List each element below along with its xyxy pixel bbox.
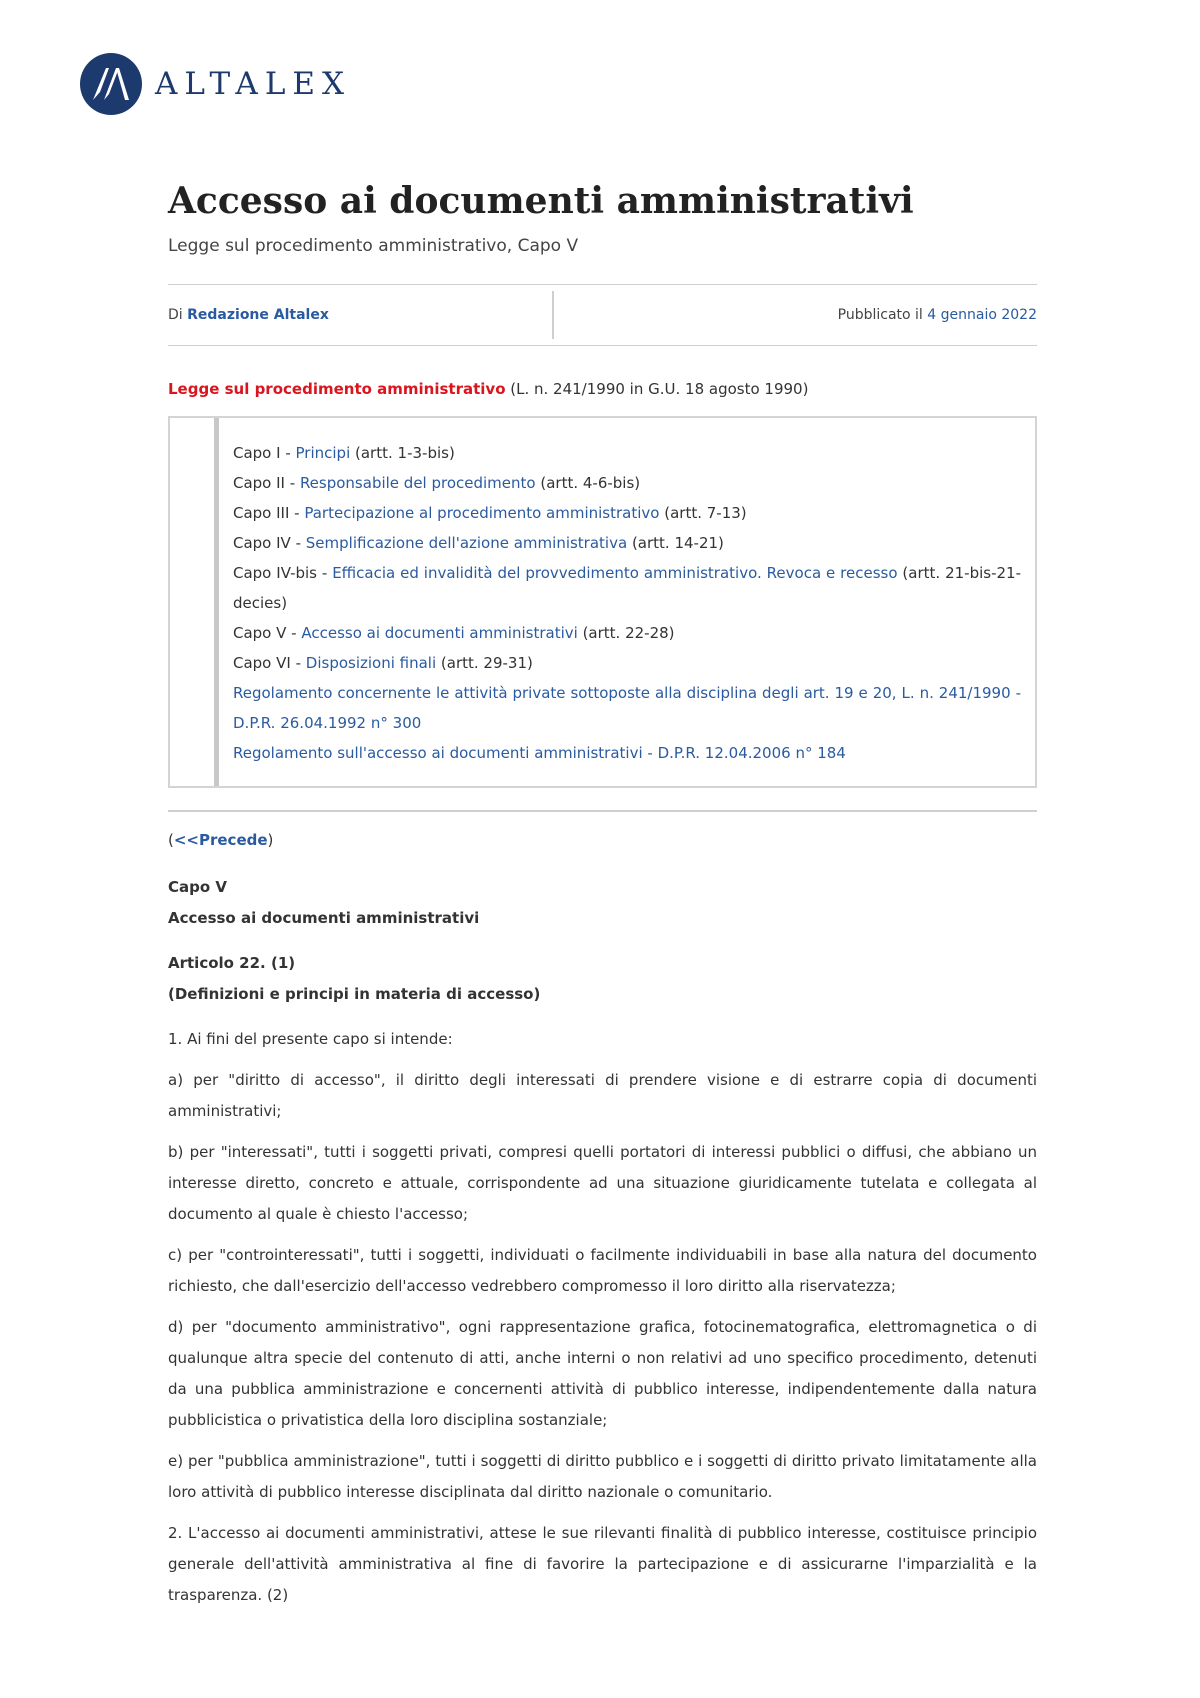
toc-item-suffix: (artt. 22-28) bbox=[577, 624, 675, 642]
article-title: (Definizioni e principi in materia di accesso) bbox=[168, 985, 541, 1003]
toc-item-link[interactable]: Responsabile del procedimento bbox=[299, 474, 536, 492]
toc-item-link[interactable]: Principi bbox=[295, 444, 351, 462]
toc-item bbox=[233, 738, 1021, 768]
toc-item-link[interactable]: Efficacia ed invalidità del provvedimento amministrativo. Revoca e recesso bbox=[332, 564, 898, 582]
prev-close-paren: ) bbox=[267, 831, 274, 849]
toc-item-prefix: Capo IV - bbox=[233, 534, 306, 552]
toc-item-suffix: (artt. 29-31) bbox=[436, 654, 533, 672]
previous-nav bbox=[168, 828, 1037, 852]
author-prefix: Di bbox=[168, 307, 183, 323]
toc-item-suffix: (artt. 21-bis-21-decies) bbox=[233, 564, 1021, 612]
toc-item bbox=[233, 558, 1021, 618]
prev-open-paren: ( bbox=[168, 831, 174, 849]
capo-label: Capo V bbox=[168, 878, 228, 896]
toc-item-prefix: Capo VI - bbox=[233, 654, 306, 672]
publish-date-block bbox=[838, 307, 1037, 323]
toc-item-link[interactable]: Regolamento sull'accesso ai documenti amministrativi - D.P.R. 12.04.2006 n° 184 bbox=[233, 744, 846, 762]
byline bbox=[168, 284, 1037, 346]
toc-item bbox=[233, 618, 1021, 648]
toc-item-suffix: (artt. 1-3-bis) bbox=[350, 444, 455, 462]
brand-name: ALTALEX bbox=[155, 65, 352, 102]
toc-item-link[interactable]: Semplificazione dell'azione amministrativa bbox=[305, 534, 628, 552]
toc-item-prefix: Capo IV-bis - bbox=[233, 564, 333, 582]
toc-item-prefix: Capo II - bbox=[233, 474, 300, 492]
article-paragraph: d) per "documento amministrativo", ogni rappresentazione grafica, fotocinematografica, elettromagnetica o di qualunque altra specie del contenuto di atti, anche interni o non relativi ad uno specifico procedimento, detenuti da una pubblica amministrazione e concernenti attività di pubblico interesse, indipendentemente dalla natura pubblicistica o privatistica della loro disciplina sostanziale; bbox=[168, 1318, 1037, 1429]
toc-item bbox=[233, 468, 1021, 498]
previous-link[interactable]: <<Precede bbox=[173, 831, 268, 849]
page-title: Accesso ai documenti amministrativi bbox=[168, 180, 914, 222]
byline-divider bbox=[552, 291, 554, 339]
toc-quote-bar bbox=[214, 418, 219, 786]
article-paragraph: 2. L'accesso ai documenti amministrativi, attese le sue rilevanti finalità di pubblico interesse, costituisce principio generale dell'attività amministrativa al fine di favorire la partecipazione e di assicurarne l'imparzialità e la trasparenza. (2) bbox=[168, 1524, 1037, 1604]
altalex-logo-icon bbox=[79, 52, 143, 116]
article-paragraph: b) per "interessati", tutti i soggetti privati, compresi quelli portatori di interessi pubblici o diffusi, che abbiano un interesse diretto, concreto e attuale, corrispondente ad una situazione giuridicamente tutelata e collegata al documento al quale è chiesto l'accesso; bbox=[168, 1143, 1037, 1223]
toc-item-prefix: Capo V - bbox=[233, 624, 302, 642]
article-paragraphs bbox=[168, 1024, 1037, 1611]
author-link[interactable]: Redazione Altalex bbox=[187, 307, 329, 323]
toc-item bbox=[233, 528, 1021, 558]
toc-item-suffix: (artt. 14-21) bbox=[627, 534, 724, 552]
toc-item-link[interactable]: Partecipazione al procedimento amministrativo bbox=[304, 504, 660, 522]
toc-item-link[interactable]: Accesso ai documenti amministrativi bbox=[301, 624, 578, 642]
article-content bbox=[168, 178, 1037, 1621]
law-link[interactable]: Legge sul procedimento amministrativo bbox=[168, 380, 506, 398]
toc-item bbox=[233, 678, 1021, 738]
published-label: Pubblicato il bbox=[837, 307, 923, 323]
toc-item bbox=[233, 438, 1021, 468]
article-paragraph: a) per "diritto di accesso", il diritto degli interessati di prendere visione e di estrarre copia di documenti amministrativi; bbox=[168, 1071, 1037, 1120]
toc-item-suffix: (artt. 7-13) bbox=[659, 504, 747, 522]
author-block bbox=[168, 307, 329, 323]
page-subtitle: Legge sul procedimento amministrativo, Capo V bbox=[168, 236, 579, 256]
article-label: Articolo 22. (1) bbox=[168, 954, 296, 972]
article-paragraph: e) per "pubblica amministrazione", tutti i soggetti di diritto pubblico e i soggetti di diritto privato limitatamente alla loro attività di pubblico interesse disciplinata dal diritto nazionale o comunitario. bbox=[168, 1452, 1037, 1501]
toc-item-prefix: Capo I - bbox=[233, 444, 296, 462]
toc-item-link[interactable]: Regolamento concernente le attività private sottoposte alla disciplina degli art. 19 e 20, L. n. 241/1990 - D.P.R. 26.04.1992 n° 300 bbox=[233, 684, 1021, 732]
law-reference bbox=[168, 378, 1037, 400]
divider bbox=[168, 810, 1037, 812]
published-date: 4 gennaio 2022 bbox=[927, 307, 1037, 323]
toc-item-link[interactable]: Disposizioni finali bbox=[305, 654, 437, 672]
toc-item bbox=[233, 648, 1021, 678]
table-of-contents bbox=[168, 416, 1037, 788]
site-logo[interactable] bbox=[79, 52, 351, 116]
toc-item-suffix: (artt. 4-6-bis) bbox=[535, 474, 641, 492]
law-reference-detail: (L. n. 241/1990 in G.U. 18 agosto 1990) bbox=[505, 380, 809, 398]
article-paragraph: c) per "controinteressati", tutti i soggetti, individuati o facilmente individuabili in base alla natura del documento richiesto, che dall'esercizio dell'accesso vedrebbero compromesso il loro diritto alla riservatezza; bbox=[168, 1246, 1037, 1295]
capo-title: Accesso ai documenti amministrativi bbox=[168, 909, 480, 927]
article-body bbox=[168, 872, 1037, 1611]
toc-item bbox=[233, 498, 1021, 528]
toc-item-prefix: Capo III - bbox=[233, 504, 305, 522]
article-paragraph: 1. Ai fini del presente capo si intende: bbox=[168, 1030, 453, 1048]
toc-list bbox=[170, 418, 1035, 768]
